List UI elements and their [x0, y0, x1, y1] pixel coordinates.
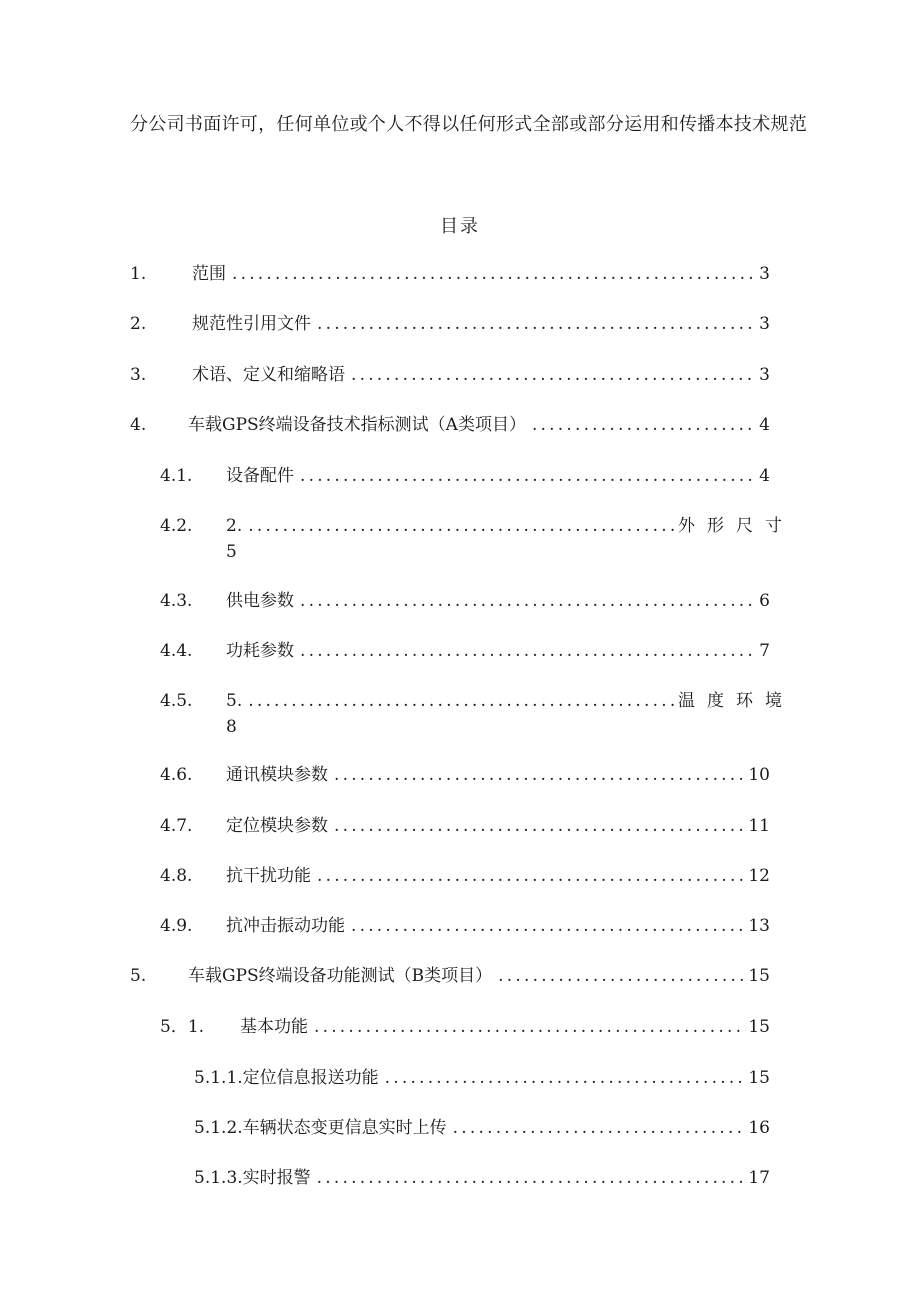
toc-entry-number: 5．1. [160, 1017, 205, 1037]
toc-leader-dots [351, 914, 746, 938]
toc-entry-number: 3. [130, 365, 147, 385]
toc-leader-dots [300, 589, 757, 613]
toc-entry-page: 6 [759, 591, 770, 611]
toc-entry[interactable] [160, 464, 770, 488]
toc-leader-dots [317, 1166, 747, 1190]
toc-entry[interactable] [130, 964, 770, 988]
toc-leader-dots [317, 864, 746, 888]
toc-entry-number: 4.9. [160, 916, 193, 936]
toc-entry[interactable] [130, 312, 770, 336]
toc-entry-number: 5.1.3. [194, 1168, 243, 1188]
toc-entry-page: 4 [759, 415, 770, 435]
toc-entry-label: 抗干扰功能 [226, 866, 311, 886]
toc-leader-dots [232, 262, 757, 286]
toc-entry[interactable] [194, 1116, 770, 1140]
toc-leader-dots [242, 688, 674, 714]
toc-entry-number: 4.2. [160, 516, 193, 536]
toc-leader-dots [300, 639, 757, 663]
toc-entry-label: 范围 [192, 264, 226, 284]
toc-leader-dots [314, 1015, 746, 1039]
toc-entry[interactable] [160, 639, 770, 663]
toc-entry-page: 17 [748, 1168, 770, 1188]
toc-entry-number: 4.4. [160, 641, 193, 661]
toc-entry[interactable] [130, 363, 770, 387]
toc-entry-page: 5 [226, 542, 237, 562]
toc-entry[interactable] [160, 763, 770, 787]
toc-entry-number: 5. [130, 966, 147, 986]
toc-entry-label: 温度环境 [678, 691, 794, 711]
toc-leader-dots [498, 964, 746, 988]
toc-entry[interactable] [160, 1015, 770, 1039]
toc-entry-page: 3 [759, 314, 770, 334]
toc-entry-number: 4.1. [160, 466, 193, 486]
toc-entry-number: 5.1.1. [194, 1068, 243, 1088]
toc-entry-page: 13 [748, 916, 770, 936]
toc-entry[interactable] [130, 262, 770, 286]
toc-entry-page: 7 [759, 641, 770, 661]
toc-leader-dots [351, 363, 757, 387]
toc-entry-page: 3 [759, 365, 770, 385]
toc-entry-label: 供电参数 [226, 591, 294, 611]
toc-entry-page: 8 [226, 717, 237, 737]
toc-entry[interactable] [130, 413, 770, 437]
toc-entry-number: 4.3. [160, 591, 193, 611]
toc-entry-label: 车辆状态变更信息实时上传 [242, 1118, 447, 1138]
toc-leader-dots [317, 312, 757, 336]
toc-entry-number: 4.6. [160, 765, 193, 785]
toc-entry-label: 术语、定义和缩略语 [192, 365, 345, 385]
toc-entry-label: 实时报警 [242, 1168, 311, 1188]
toc-entry-label: 车载GPS终端设备功能测试（B类项目） [188, 966, 493, 986]
toc-entry-page: 12 [748, 866, 770, 886]
toc-leader-dots [334, 814, 746, 838]
toc-entry-label: 车载GPS终端设备技术指标测试（A类项目） [188, 415, 526, 435]
toc-entry-label: 定位模块参数 [226, 816, 328, 836]
toc-entry-prefix: 2. [226, 516, 243, 536]
toc-leader-dots [242, 513, 674, 539]
toc-entry-wrapped [226, 688, 794, 740]
toc-entry-page: 16 [748, 1118, 770, 1138]
toc-entry-label: 抗冲击振动功能 [226, 916, 345, 936]
toc-entry-page: 11 [748, 816, 770, 836]
toc-entry[interactable] [160, 864, 770, 888]
toc-entry-page: 3 [759, 264, 770, 284]
toc-leader-dots [385, 1066, 747, 1090]
toc-entry-page: 4 [759, 466, 770, 486]
toc-entry-page: 10 [748, 765, 770, 785]
toc-entry-prefix: 5. [226, 691, 243, 711]
toc-leader-dots [334, 763, 746, 787]
toc-entry-page: 15 [748, 1068, 770, 1088]
toc-entry-number: 4.5. [160, 691, 193, 711]
toc-entry-label: 定位信息报送功能 [242, 1068, 379, 1088]
toc-entry[interactable] [160, 814, 770, 838]
toc-title: 目录 [440, 216, 480, 237]
toc-entry-number: 4.8. [160, 866, 193, 886]
toc-entry-number: 4. [130, 415, 147, 435]
toc-leader-dots [532, 413, 757, 437]
toc-entry-page: 15 [748, 1017, 770, 1037]
toc-entry-number: 5.1.2. [194, 1118, 243, 1138]
toc-entry-label: 功耗参数 [226, 641, 294, 661]
toc-entry-wrapped [226, 513, 794, 565]
toc-leader-dots [453, 1116, 747, 1140]
toc-entry-label: 基本功能 [240, 1017, 308, 1037]
toc-entry-page: 15 [748, 966, 770, 986]
toc-entry-number: 1. [130, 264, 147, 284]
intro-paragraph: 分公司书面许可，任何单位或个人不得以任何形式全部或部分运用和传播本技术规范 [130, 114, 808, 135]
toc-entry-label: 通讯模块参数 [226, 765, 328, 785]
toc-entry[interactable] [160, 589, 770, 613]
toc-entry-label: 外形尺寸 [678, 516, 794, 536]
toc-entry[interactable] [194, 1166, 770, 1190]
toc-leader-dots [300, 464, 757, 488]
toc-entry-label: 规范性引用文件 [192, 314, 311, 334]
toc-entry[interactable] [160, 914, 770, 938]
toc-entry-label: 设备配件 [226, 466, 294, 486]
toc-entry-number: 2. [130, 314, 147, 334]
toc-entry-number: 4.7. [160, 816, 193, 836]
toc-entry[interactable] [194, 1066, 770, 1090]
